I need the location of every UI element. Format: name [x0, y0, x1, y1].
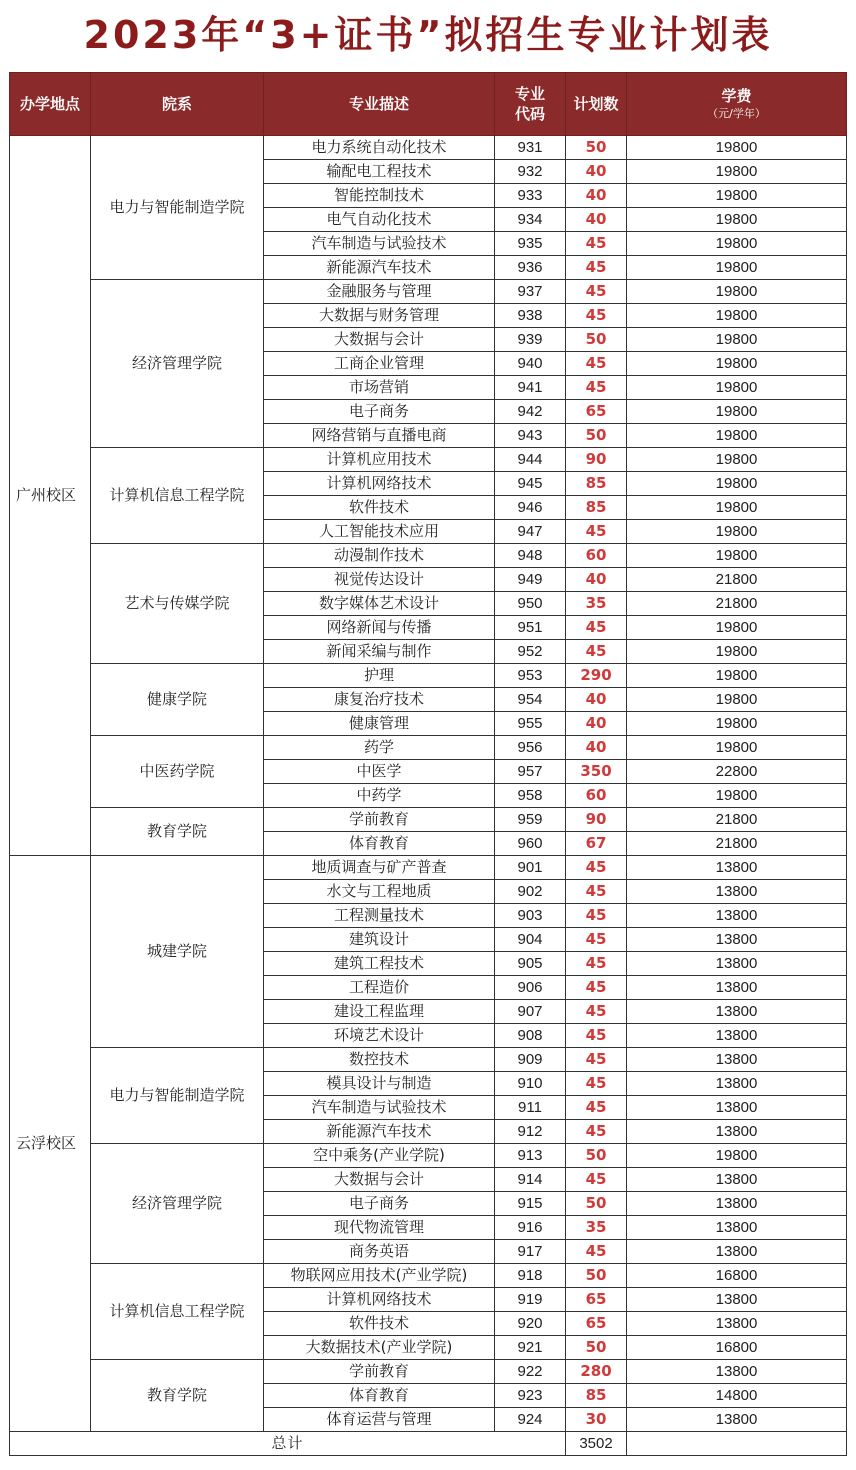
- tuition-fee-cell: 19800: [627, 376, 847, 400]
- major-cell: 环境艺术设计: [264, 1024, 495, 1048]
- major-code-cell: 903: [495, 904, 566, 928]
- header-major: 专业描述: [264, 73, 495, 136]
- plan-count-cell: 60: [566, 544, 627, 568]
- tuition-fee-cell: 13800: [627, 1096, 847, 1120]
- major-code-cell: 944: [495, 448, 566, 472]
- major-cell: 智能控制技术: [264, 184, 495, 208]
- tuition-fee-cell: 19800: [627, 352, 847, 376]
- plan-count-cell: 50: [566, 424, 627, 448]
- major-cell: 体育教育: [264, 1384, 495, 1408]
- major-cell: 电子商务: [264, 400, 495, 424]
- major-code-cell: 912: [495, 1120, 566, 1144]
- major-code-cell: 913: [495, 1144, 566, 1168]
- major-cell: 大数据与财务管理: [264, 304, 495, 328]
- major-code-cell: 957: [495, 760, 566, 784]
- major-cell: 大数据与会计: [264, 328, 495, 352]
- table-row: [10, 136, 847, 160]
- tuition-fee-cell: 13800: [627, 1000, 847, 1024]
- enrollment-plan-table: [9, 72, 847, 1456]
- major-code-cell: 939: [495, 328, 566, 352]
- tuition-fee-cell: 19800: [627, 1144, 847, 1168]
- tuition-fee-cell: 19800: [627, 712, 847, 736]
- major-code-cell: 937: [495, 280, 566, 304]
- tuition-fee-cell: 19800: [627, 280, 847, 304]
- tuition-fee-cell: 19800: [627, 496, 847, 520]
- tuition-fee-cell: 19800: [627, 616, 847, 640]
- major-code-cell: 949: [495, 568, 566, 592]
- tuition-fee-cell: 13800: [627, 1192, 847, 1216]
- major-code-cell: 908: [495, 1024, 566, 1048]
- major-cell: 网络营销与直播电商: [264, 424, 495, 448]
- plan-count-cell: 350: [566, 760, 627, 784]
- table-row: [10, 736, 847, 760]
- header-fee-unit: （元/学年）: [707, 106, 766, 120]
- major-code-cell: 921: [495, 1336, 566, 1360]
- major-cell: 地质调查与矿产普查: [264, 856, 495, 880]
- tuition-fee-cell: 19800: [627, 448, 847, 472]
- plan-count-cell: 50: [566, 328, 627, 352]
- table-row: [10, 1360, 847, 1384]
- major-code-cell: 938: [495, 304, 566, 328]
- plan-count-cell: 90: [566, 448, 627, 472]
- department-cell: 电力与智能制造学院: [91, 1048, 264, 1144]
- major-cell: 工商企业管理: [264, 352, 495, 376]
- page-title: 2023年“3+证书”拟招生专业计划表: [83, 13, 773, 57]
- plan-count-cell: 45: [566, 1024, 627, 1048]
- plan-count-cell: 45: [566, 280, 627, 304]
- tuition-fee-cell: 19800: [627, 160, 847, 184]
- plan-count-cell: 65: [566, 1312, 627, 1336]
- major-cell: 电子商务: [264, 1192, 495, 1216]
- plan-count-cell: 45: [566, 376, 627, 400]
- major-code-cell: 943: [495, 424, 566, 448]
- plan-count-cell: 40: [566, 568, 627, 592]
- department-cell: 电力与智能制造学院: [91, 136, 264, 280]
- plan-count-cell: 50: [566, 1144, 627, 1168]
- major-code-cell: 901: [495, 856, 566, 880]
- major-cell: 计算机网络技术: [264, 472, 495, 496]
- table-row: [10, 1144, 847, 1168]
- table-row: [10, 664, 847, 688]
- plan-count-cell: 65: [566, 400, 627, 424]
- plan-count-cell: 45: [566, 520, 627, 544]
- table-row: [10, 544, 847, 568]
- major-code-cell: 910: [495, 1072, 566, 1096]
- major-code-cell: 952: [495, 640, 566, 664]
- major-cell: 软件技术: [264, 496, 495, 520]
- table-header-row: [10, 73, 847, 136]
- plan-count-cell: 45: [566, 976, 627, 1000]
- plan-count-cell: 85: [566, 496, 627, 520]
- plan-count-cell: 45: [566, 952, 627, 976]
- department-cell: 健康学院: [91, 664, 264, 736]
- major-cell: 动漫制作技术: [264, 544, 495, 568]
- major-cell: 建设工程监理: [264, 1000, 495, 1024]
- header-department: 院系: [91, 73, 264, 136]
- total-row: [10, 1432, 847, 1456]
- major-cell: 康复治疗技术: [264, 688, 495, 712]
- plan-count-cell: 45: [566, 1072, 627, 1096]
- major-code-cell: 909: [495, 1048, 566, 1072]
- plan-count-cell: 35: [566, 1216, 627, 1240]
- plan-count-cell: 50: [566, 136, 627, 160]
- tuition-fee-cell: 21800: [627, 592, 847, 616]
- tuition-fee-cell: 19800: [627, 640, 847, 664]
- department-cell: 教育学院: [91, 1360, 264, 1432]
- plan-count-cell: 45: [566, 256, 627, 280]
- tuition-fee-cell: 13800: [627, 1168, 847, 1192]
- plan-count-cell: 50: [566, 1264, 627, 1288]
- header-fee-label: 学费: [721, 87, 752, 106]
- major-cell: 输配电工程技术: [264, 160, 495, 184]
- plan-count-cell: 45: [566, 1048, 627, 1072]
- tuition-fee-cell: 13800: [627, 1288, 847, 1312]
- major-code-cell: 953: [495, 664, 566, 688]
- plan-count-cell: 45: [566, 1096, 627, 1120]
- tuition-fee-cell: 13800: [627, 1024, 847, 1048]
- tuition-fee-cell: 19800: [627, 256, 847, 280]
- major-code-cell: 951: [495, 616, 566, 640]
- major-cell: 人工智能技术应用: [264, 520, 495, 544]
- header-fee: [627, 73, 847, 136]
- plan-count-cell: 45: [566, 856, 627, 880]
- major-cell: 水文与工程地质: [264, 880, 495, 904]
- table-row: [10, 280, 847, 304]
- department-cell: 经济管理学院: [91, 280, 264, 448]
- plan-count-cell: 60: [566, 784, 627, 808]
- plan-count-cell: 65: [566, 1288, 627, 1312]
- major-code-cell: 934: [495, 208, 566, 232]
- tuition-fee-cell: 22800: [627, 760, 847, 784]
- major-code-cell: 936: [495, 256, 566, 280]
- table-row: [10, 1048, 847, 1072]
- tuition-fee-cell: 19800: [627, 400, 847, 424]
- plan-count-cell: 45: [566, 1168, 627, 1192]
- major-cell: 网络新闻与传播: [264, 616, 495, 640]
- major-cell: 建筑设计: [264, 928, 495, 952]
- major-cell: 护理: [264, 664, 495, 688]
- header-code-line1: 专业: [514, 84, 545, 103]
- major-code-cell: 917: [495, 1240, 566, 1264]
- tuition-fee-cell: 13800: [627, 880, 847, 904]
- major-cell: 数控技术: [264, 1048, 495, 1072]
- major-cell: 学前教育: [264, 1360, 495, 1384]
- major-code-cell: 941: [495, 376, 566, 400]
- major-code-cell: 942: [495, 400, 566, 424]
- major-code-cell: 935: [495, 232, 566, 256]
- major-cell: 金融服务与管理: [264, 280, 495, 304]
- plan-count-cell: 40: [566, 184, 627, 208]
- major-cell: 中医学: [264, 760, 495, 784]
- major-cell: 体育运营与管理: [264, 1408, 495, 1432]
- tuition-fee-cell: 13800: [627, 904, 847, 928]
- major-code-cell: 907: [495, 1000, 566, 1024]
- campus-cell: 广州校区: [10, 136, 91, 856]
- plan-count-cell: 45: [566, 352, 627, 376]
- plan-count-cell: 45: [566, 304, 627, 328]
- tuition-fee-cell: 19800: [627, 304, 847, 328]
- major-cell: 学前教育: [264, 808, 495, 832]
- plan-count-cell: 30: [566, 1408, 627, 1432]
- plan-count-cell: 45: [566, 232, 627, 256]
- major-code-cell: 946: [495, 496, 566, 520]
- major-code-cell: 920: [495, 1312, 566, 1336]
- major-cell: 新能源汽车技术: [264, 1120, 495, 1144]
- major-cell: 物联网应用技术(产业学院): [264, 1264, 495, 1288]
- tuition-fee-cell: 19800: [627, 136, 847, 160]
- major-cell: 汽车制造与试验技术: [264, 1096, 495, 1120]
- tuition-fee-cell: 13800: [627, 1216, 847, 1240]
- tuition-fee-cell: 21800: [627, 568, 847, 592]
- major-cell: 健康管理: [264, 712, 495, 736]
- department-cell: 计算机信息工程学院: [91, 1264, 264, 1360]
- tuition-fee-cell: 19800: [627, 184, 847, 208]
- major-code-cell: 959: [495, 808, 566, 832]
- major-code-cell: 950: [495, 592, 566, 616]
- tuition-fee-cell: 16800: [627, 1264, 847, 1288]
- tuition-fee-cell: 13800: [627, 856, 847, 880]
- major-code-cell: 905: [495, 952, 566, 976]
- major-code-cell: 958: [495, 784, 566, 808]
- plan-count-cell: 90: [566, 808, 627, 832]
- tuition-fee-cell: 19800: [627, 544, 847, 568]
- major-cell: 大数据与会计: [264, 1168, 495, 1192]
- major-code-cell: 954: [495, 688, 566, 712]
- total-label: 总计: [10, 1432, 566, 1456]
- major-code-cell: 919: [495, 1288, 566, 1312]
- major-code-cell: 945: [495, 472, 566, 496]
- table-row: [10, 1264, 847, 1288]
- department-cell: 经济管理学院: [91, 1144, 264, 1264]
- total-value: 3502: [566, 1432, 627, 1456]
- plan-count-cell: 85: [566, 472, 627, 496]
- major-code-cell: 906: [495, 976, 566, 1000]
- tuition-fee-cell: 13800: [627, 1312, 847, 1336]
- major-code-cell: 940: [495, 352, 566, 376]
- major-code-cell: 933: [495, 184, 566, 208]
- plan-count-cell: 45: [566, 1240, 627, 1264]
- tuition-fee-cell: 19800: [627, 736, 847, 760]
- table-body: [10, 136, 847, 1432]
- major-cell: 新能源汽车技术: [264, 256, 495, 280]
- department-cell: 教育学院: [91, 808, 264, 856]
- major-cell: 计算机应用技术: [264, 448, 495, 472]
- plan-count-cell: 40: [566, 688, 627, 712]
- plan-count-cell: 85: [566, 1384, 627, 1408]
- tuition-fee-cell: 13800: [627, 952, 847, 976]
- table-row: [10, 448, 847, 472]
- plan-count-cell: 290: [566, 664, 627, 688]
- plan-count-cell: 50: [566, 1192, 627, 1216]
- major-code-cell: 948: [495, 544, 566, 568]
- major-code-cell: 902: [495, 880, 566, 904]
- major-code-cell: 922: [495, 1360, 566, 1384]
- department-cell: 中医药学院: [91, 736, 264, 808]
- tuition-fee-cell: 13800: [627, 1072, 847, 1096]
- tuition-fee-cell: 19800: [627, 784, 847, 808]
- department-cell: 城建学院: [91, 856, 264, 1048]
- major-cell: 中药学: [264, 784, 495, 808]
- major-cell: 大数据技术(产业学院): [264, 1336, 495, 1360]
- header-code-line2: 代码: [514, 105, 545, 123]
- department-cell: 计算机信息工程学院: [91, 448, 264, 544]
- major-code-cell: 923: [495, 1384, 566, 1408]
- major-cell: 电气自动化技术: [264, 208, 495, 232]
- major-code-cell: 924: [495, 1408, 566, 1432]
- plan-count-cell: 50: [566, 1336, 627, 1360]
- tuition-fee-cell: 19800: [627, 688, 847, 712]
- major-cell: 汽车制造与试验技术: [264, 232, 495, 256]
- plan-count-cell: 35: [566, 592, 627, 616]
- major-code-cell: 914: [495, 1168, 566, 1192]
- major-code-cell: 932: [495, 160, 566, 184]
- plan-count-cell: 45: [566, 640, 627, 664]
- major-cell: 模具设计与制造: [264, 1072, 495, 1096]
- plan-count-cell: 40: [566, 208, 627, 232]
- tuition-fee-cell: 19800: [627, 472, 847, 496]
- major-cell: 工程造价: [264, 976, 495, 1000]
- plan-count-cell: 45: [566, 1120, 627, 1144]
- plan-count-cell: 45: [566, 880, 627, 904]
- tuition-fee-cell: 19800: [627, 520, 847, 544]
- header-plan: 计划数: [566, 73, 627, 136]
- tuition-fee-cell: 13800: [627, 1408, 847, 1432]
- major-cell: 市场营销: [264, 376, 495, 400]
- total-empty-cell: [627, 1432, 847, 1456]
- major-cell: 工程测量技术: [264, 904, 495, 928]
- major-cell: 商务英语: [264, 1240, 495, 1264]
- tuition-fee-cell: 19800: [627, 424, 847, 448]
- tuition-fee-cell: 19800: [627, 232, 847, 256]
- major-code-cell: 947: [495, 520, 566, 544]
- major-cell: 视觉传达设计: [264, 568, 495, 592]
- major-cell: 计算机网络技术: [264, 1288, 495, 1312]
- plan-count-cell: 45: [566, 904, 627, 928]
- tuition-fee-cell: 14800: [627, 1384, 847, 1408]
- major-cell: 建筑工程技术: [264, 952, 495, 976]
- major-cell: 电力系统自动化技术: [264, 136, 495, 160]
- department-cell: 艺术与传媒学院: [91, 544, 264, 664]
- major-code-cell: 904: [495, 928, 566, 952]
- campus-cell: 云浮校区: [10, 856, 91, 1432]
- header-major-code: [495, 73, 566, 136]
- tuition-fee-cell: 13800: [627, 1360, 847, 1384]
- plan-count-cell: 45: [566, 928, 627, 952]
- table-row: [10, 856, 847, 880]
- major-cell: 空中乘务(产业学院): [264, 1144, 495, 1168]
- major-code-cell: 960: [495, 832, 566, 856]
- tuition-fee-cell: 13800: [627, 1240, 847, 1264]
- major-code-cell: 911: [495, 1096, 566, 1120]
- major-cell: 新闻采编与制作: [264, 640, 495, 664]
- plan-count-cell: 40: [566, 736, 627, 760]
- plan-count-cell: 67: [566, 832, 627, 856]
- plan-count-cell: 45: [566, 1000, 627, 1024]
- plan-count-cell: 40: [566, 160, 627, 184]
- major-cell: 药学: [264, 736, 495, 760]
- major-cell: 体育教育: [264, 832, 495, 856]
- header-campus: 办学地点: [10, 73, 91, 136]
- major-cell: 软件技术: [264, 1312, 495, 1336]
- major-cell: 现代物流管理: [264, 1216, 495, 1240]
- major-code-cell: 916: [495, 1216, 566, 1240]
- tuition-fee-cell: 13800: [627, 976, 847, 1000]
- tuition-fee-cell: 13800: [627, 1120, 847, 1144]
- major-code-cell: 931: [495, 136, 566, 160]
- major-code-cell: 915: [495, 1192, 566, 1216]
- major-code-cell: 955: [495, 712, 566, 736]
- tuition-fee-cell: 21800: [627, 808, 847, 832]
- plan-count-cell: 45: [566, 616, 627, 640]
- major-cell: 数字媒体艺术设计: [264, 592, 495, 616]
- tuition-fee-cell: 19800: [627, 664, 847, 688]
- table-row: [10, 808, 847, 832]
- plan-count-cell: 280: [566, 1360, 627, 1384]
- tuition-fee-cell: 13800: [627, 928, 847, 952]
- tuition-fee-cell: 16800: [627, 1336, 847, 1360]
- major-code-cell: 918: [495, 1264, 566, 1288]
- plan-count-cell: 40: [566, 712, 627, 736]
- tuition-fee-cell: 19800: [627, 328, 847, 352]
- tuition-fee-cell: 19800: [627, 208, 847, 232]
- tuition-fee-cell: 13800: [627, 1048, 847, 1072]
- major-code-cell: 956: [495, 736, 566, 760]
- tuition-fee-cell: 21800: [627, 832, 847, 856]
